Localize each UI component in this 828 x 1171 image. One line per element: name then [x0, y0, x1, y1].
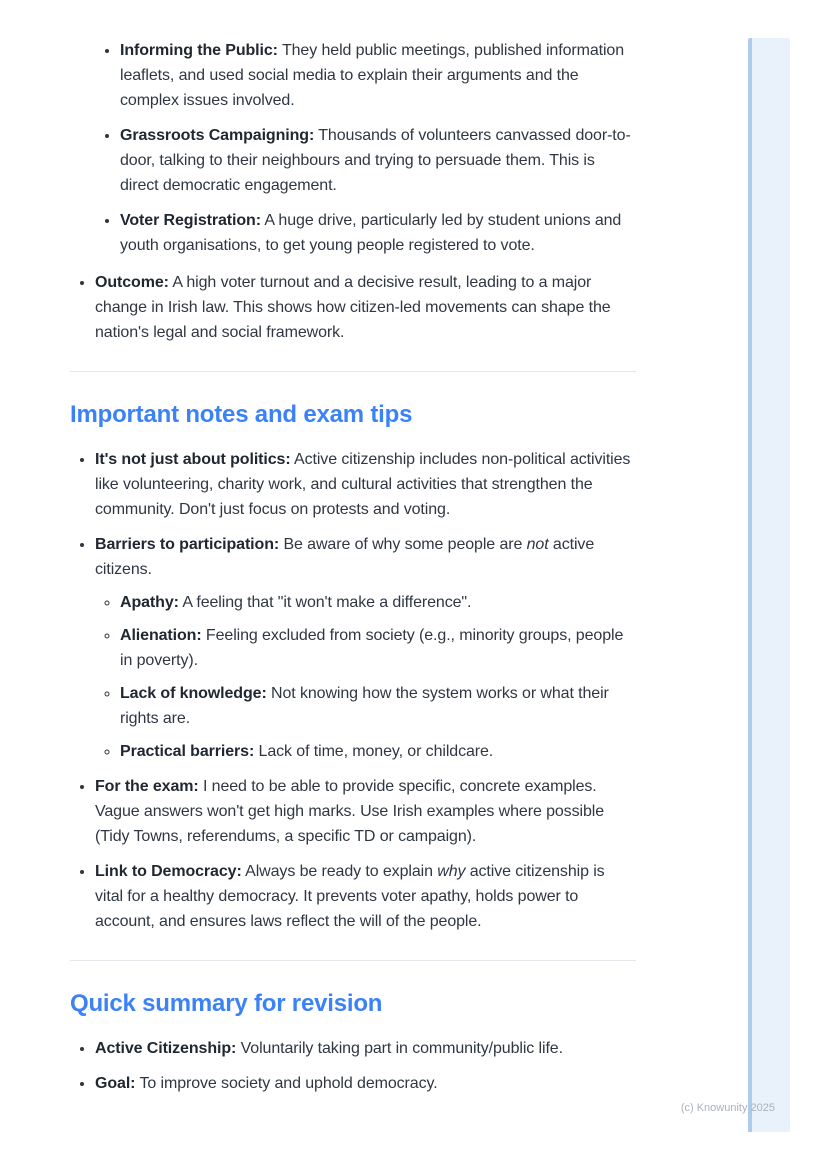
- document-content-column: [70, 26, 636, 1108]
- section-divider: [70, 960, 636, 961]
- item-text: Thousands of volunteers canvassed door-to-door, talking to their neighbours and trying to persuade them. This is direct democratic engagement.: [120, 127, 631, 194]
- item-bold-label: Link to Democracy:: [95, 863, 242, 880]
- item-bold-label: Outcome:: [95, 274, 169, 291]
- item-text: A feeling that "it won't make a difference".: [178, 594, 472, 611]
- item-text: Be aware of why some people are: [279, 536, 527, 553]
- item-text: Feeling excluded from society (e.g., minority groups, people in poverty).: [120, 627, 624, 669]
- item-text: Active citizenship includes non-political activities like volunteering, charity work, and cultural activities that strengthen the community. Don't just focus on protests and voting.: [95, 451, 631, 518]
- item-bold-label: Alienation:: [120, 627, 202, 644]
- item-bold-label: Grassroots Campaigning:: [120, 127, 315, 144]
- bullet-item: [95, 270, 636, 345]
- bullet-item: [95, 1071, 636, 1096]
- bullet-item: [95, 1036, 636, 1061]
- item-bold-label: Practical barriers:: [120, 743, 255, 760]
- item-text: Lack of time, money, or childcare.: [254, 743, 494, 760]
- item-text: I need to be able to provide specific, concrete examples. Vague answers won't get high marks. Use Irish examples where possible (Tidy Towns, referendums, a specific TD or campaign).: [95, 778, 604, 845]
- item-text: They held public meetings, published information leaflets, and used social media to explain their arguments and the complex issues involved.: [120, 42, 625, 109]
- item-text: A high voter turnout and a decisive result, leading to a major change in Irish law. This shows how citizen-led movements can shape the nation's legal and social framework.: [95, 274, 611, 341]
- item-text: To improve society and uphold democracy.: [135, 1075, 438, 1092]
- bullet-item: [95, 859, 636, 934]
- item-bold-label: For the exam:: [95, 778, 199, 795]
- campaign-outcome-list: [70, 270, 636, 345]
- notes-list: [70, 447, 636, 934]
- item-text: Voluntarily taking part in community/public life.: [236, 1040, 563, 1057]
- item-text: A huge drive, particularly led by student unions and youth organisations, to get young people registered to vote.: [120, 212, 622, 254]
- right-page-edge-strip: [748, 38, 790, 1132]
- item-text: Not knowing how the system works or what their rights are.: [120, 685, 609, 727]
- item-text-after: active citizenship is vital for a healthy democracy. It prevents voter apathy, holds power to account, and ensures laws reflect the will of the people.: [95, 863, 605, 930]
- item-italic-text: why: [437, 863, 466, 880]
- bullet-item: [95, 774, 636, 849]
- section-heading-summary: Quick summary for revision: [70, 990, 383, 1017]
- item-bold-label: Lack of knowledge:: [120, 685, 267, 702]
- copyright-footer: (c) Knowunity 2025: [680, 1102, 775, 1114]
- bullet-item: [95, 447, 636, 522]
- bullet-item: [95, 532, 636, 764]
- item-bold-label: Goal:: [95, 1075, 136, 1092]
- item-bold-label: Active Citizenship:: [95, 1040, 237, 1057]
- circle-bullet-item: [120, 623, 636, 673]
- item-italic-text: not: [526, 536, 549, 553]
- summary-list: [70, 1036, 636, 1096]
- circle-bullet-item: [120, 739, 636, 764]
- item-bold-label: Informing the Public:: [120, 42, 278, 59]
- section-divider: [70, 371, 636, 372]
- bullet-item: [120, 208, 636, 258]
- item-bold-label: Barriers to participation:: [95, 536, 280, 553]
- barriers-sublist: [95, 590, 636, 764]
- bullet-item: [120, 123, 636, 198]
- item-bold-label: Voter Registration:: [120, 212, 261, 229]
- item-bold-label: It's not just about politics:: [95, 451, 291, 468]
- section-heading-notes: Important notes and exam tips: [70, 401, 413, 428]
- circle-bullet-item: [120, 681, 636, 731]
- bullet-item: [120, 38, 636, 113]
- item-bold-label: Apathy:: [120, 594, 179, 611]
- campaign-methods-list: [70, 38, 636, 258]
- item-text-after: active citizens.: [95, 536, 595, 578]
- item-text: Always be ready to explain: [241, 863, 438, 880]
- circle-bullet-item: [120, 590, 636, 615]
